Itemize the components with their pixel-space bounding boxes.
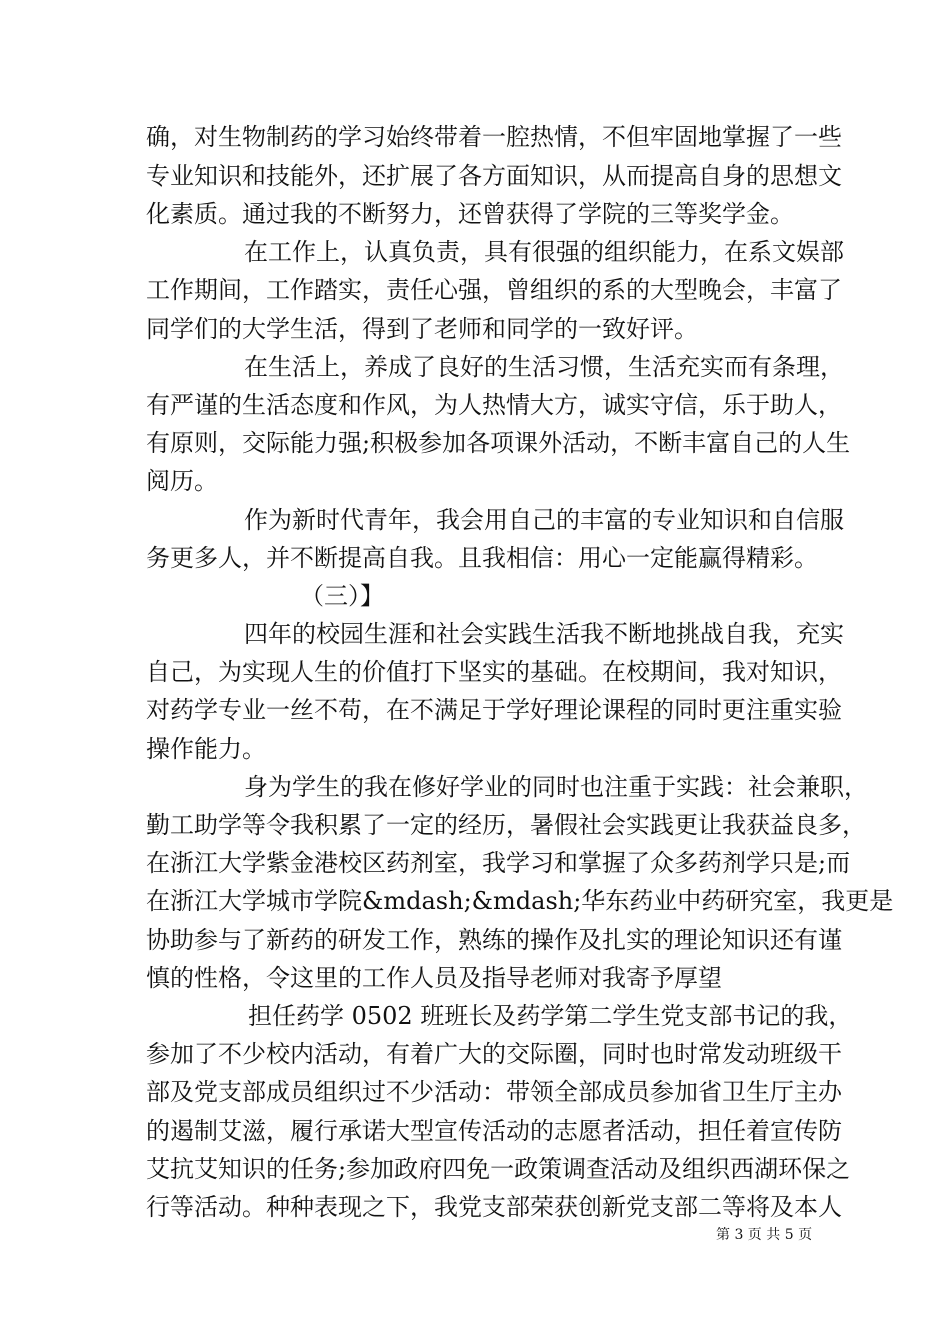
text-line: 操作能力。 xyxy=(146,735,266,763)
text-line: 同学们的大学生活，得到了老师和同学的一致好评。 xyxy=(146,315,698,343)
text-line: 在生活上，养成了良好的生活习惯，生活充实而有条理， xyxy=(244,353,844,381)
text-line: 艾抗艾知识的任务;参加政府四免一政策调查活动及组织西湖环保之 xyxy=(146,1155,851,1183)
text-line: 行等活动。种种表现之下，我党支部荣获创新党支部二等将及本人 xyxy=(146,1193,842,1221)
text-line: 四年的校园生涯和社会实践生活我不断地挑战自我，充实 xyxy=(244,620,844,648)
section-heading: （三）】 xyxy=(300,582,384,610)
text-line: 在浙江大学紫金港校区药剂室，我学习和掌握了众多药剂学只是;而 xyxy=(146,849,851,877)
text-line: 对药学专业一丝不苟，在不满足于学好理论课程的同时更注重实验 xyxy=(146,696,842,724)
text-line: 担任药学 0502 班班长及药学第二学生党支部书记的我， xyxy=(248,1002,853,1030)
text-line: 化素质。通过我的不断努力，还曾获得了学院的三等奖学金。 xyxy=(146,200,794,228)
text-line: 自己，为实现人生的价值打下坚实的基础。在校期间，我对知识， xyxy=(146,658,842,686)
text-line: 部及党支部成员组织过不少活动：带领全部成员参加省卫生厅主办 xyxy=(146,1078,842,1106)
text-line: 协助参与了新药的研发工作，熟练的操作及扎实的理论知识还有谨 xyxy=(146,926,842,954)
text-line: 确，对生物制药的学习始终带着一腔热情，不但牢固地掌握了一些 xyxy=(146,123,842,151)
text-line: 专业知识和技能外，还扩展了各方面知识，从而提高自身的思想文 xyxy=(146,162,842,190)
text-line: 参加了不少校内活动，有着广大的交际圈，同时也时常发动班级干 xyxy=(146,1040,842,1068)
text-line: 务更多人，并不断提高自我。且我相信：用心一定能赢得精彩。 xyxy=(146,544,818,572)
text-line: 有严谨的生活态度和作风，为人热情大方，诚实守信，乐于助人， xyxy=(146,391,842,419)
text-line: 在工作上，认真负责，具有很强的组织能力，在系文娱部 xyxy=(244,238,844,266)
text-line: 作为新时代青年，我会用自己的丰富的专业知识和自信服 xyxy=(244,506,844,534)
text-line: 阅历。 xyxy=(146,467,218,495)
text-line: 的遏制艾滋，履行承诺大型宣传活动的志愿者活动，担任着宣传防 xyxy=(146,1117,842,1145)
text-line: 有原则，交际能力强;积极参加各项课外活动，不断丰富自己的人生 xyxy=(146,429,851,457)
text-line: 工作期间，工作踏实，责任心强，曾组织的系的大型晚会，丰富了 xyxy=(146,276,842,304)
text-line: 身为学生的我在修好学业的同时也注重于实践：社会兼职， xyxy=(244,773,868,801)
text-line: 勤工助学等令我积累了一定的经历，暑假社会实践更让我获益良多， xyxy=(146,811,866,839)
page-number: 第 3 页 共 5 页 xyxy=(716,1227,813,1243)
text-line: 慎的性格，令这里的工作人员及指导老师对我寄予厚望 xyxy=(146,964,722,992)
text-line: 在浙江大学城市学院&mdash;&mdash;华东药业中药研究室，我更是 xyxy=(146,887,894,915)
